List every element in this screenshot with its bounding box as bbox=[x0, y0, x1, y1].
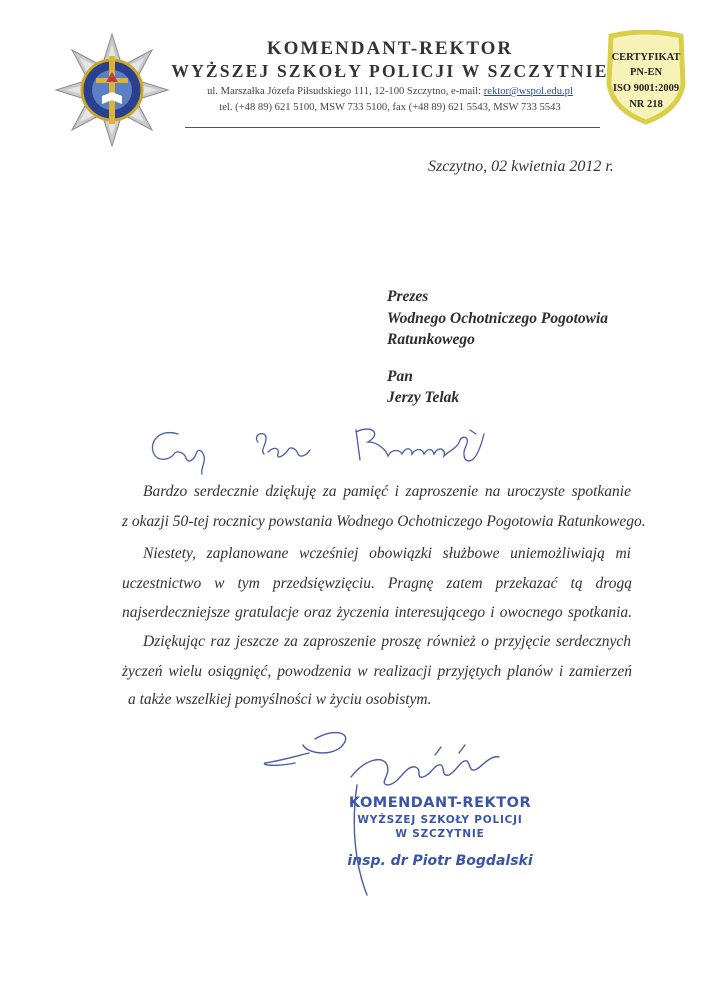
body-line-4: uczestnictwo w tym przedsięwzięciu. Pragnę zatem przekazać tą drogą bbox=[122, 575, 632, 592]
letterhead-phones: tel. (+48 89) 621 5100, MSW 733 5100, fax (+48 89) 621 5543, MSW 733 5543 bbox=[219, 102, 561, 113]
recipient-name: Jerzy Telak bbox=[387, 389, 460, 406]
recipient-salutation: Pan bbox=[387, 368, 413, 385]
stamp-school: WYŻSZEJ SZKOŁY POLICJI bbox=[357, 814, 523, 826]
body-line-3: Niestety, zaplanowane wcześniej obowiązki służbowe uniemożliwiają mi bbox=[143, 545, 631, 562]
certificate-line2: PN-EN bbox=[629, 67, 663, 78]
letter-date: Szczytno, 02 kwietnia 2012 r. bbox=[428, 158, 614, 175]
recipient-organization: Wodnego Ochotniczego Pogotowia bbox=[387, 310, 609, 327]
certificate-shield-icon bbox=[603, 30, 689, 126]
certificate-line4: NR 218 bbox=[629, 99, 663, 110]
body-line-8: a także wszelkiej pomyślności w życiu osobistym. bbox=[128, 691, 432, 708]
letterhead-title-line2: WYŻSZEJ SZKOŁY POLICJI W SZCZYTNIE bbox=[171, 61, 609, 81]
letterhead-divider bbox=[185, 127, 600, 128]
stamp-title: KOMENDANT-REKTOR bbox=[348, 795, 532, 811]
stamp-signatory: insp. dr Piotr Bogdalski bbox=[347, 853, 533, 869]
body-line-1: Bardzo serdecznie dziękuję za pamięć i zaproszenie na uroczyste spotkanie bbox=[143, 483, 631, 500]
certificate-line1: CERTYFIKAT bbox=[611, 52, 681, 63]
body-line-2: z okazji 50-tej rocznicy powstania Wodnego Ochotniczego Pogotowia Ratunkowego. bbox=[122, 513, 646, 530]
body-line-7: życzeń wielu osiągnięć, powodzenia w realizacji przyjętych planów i zamierzeń bbox=[122, 663, 632, 680]
letterhead-address bbox=[170, 86, 610, 97]
police-star-emblem-icon bbox=[52, 30, 172, 150]
letterhead-address-text: ul. Marszałka Józefa Piłsudskiego 111, 12-100 Szczytno, e-mail: bbox=[207, 86, 484, 97]
certificate-line3: ISO 9001:2009 bbox=[612, 83, 680, 94]
stamp-city: W SZCZYTNIE bbox=[395, 828, 485, 840]
body-line-6: Dziękując raz jeszcze za zaproszenie proszę również o przyjęcie serdecznych bbox=[143, 633, 631, 650]
recipient-organization-cont: Ratunkowego bbox=[387, 331, 475, 348]
letterhead-email-link[interactable]: rektor@wspol.edu.pl bbox=[483, 86, 573, 97]
letterhead-title-line1: KOMENDANT-REKTOR bbox=[266, 38, 514, 59]
recipient-title: Prezes bbox=[387, 288, 429, 305]
body-line-5: najserdeczniejsze gratulacje oraz życzenia interesującego i owocnego spotkania. bbox=[122, 604, 632, 621]
